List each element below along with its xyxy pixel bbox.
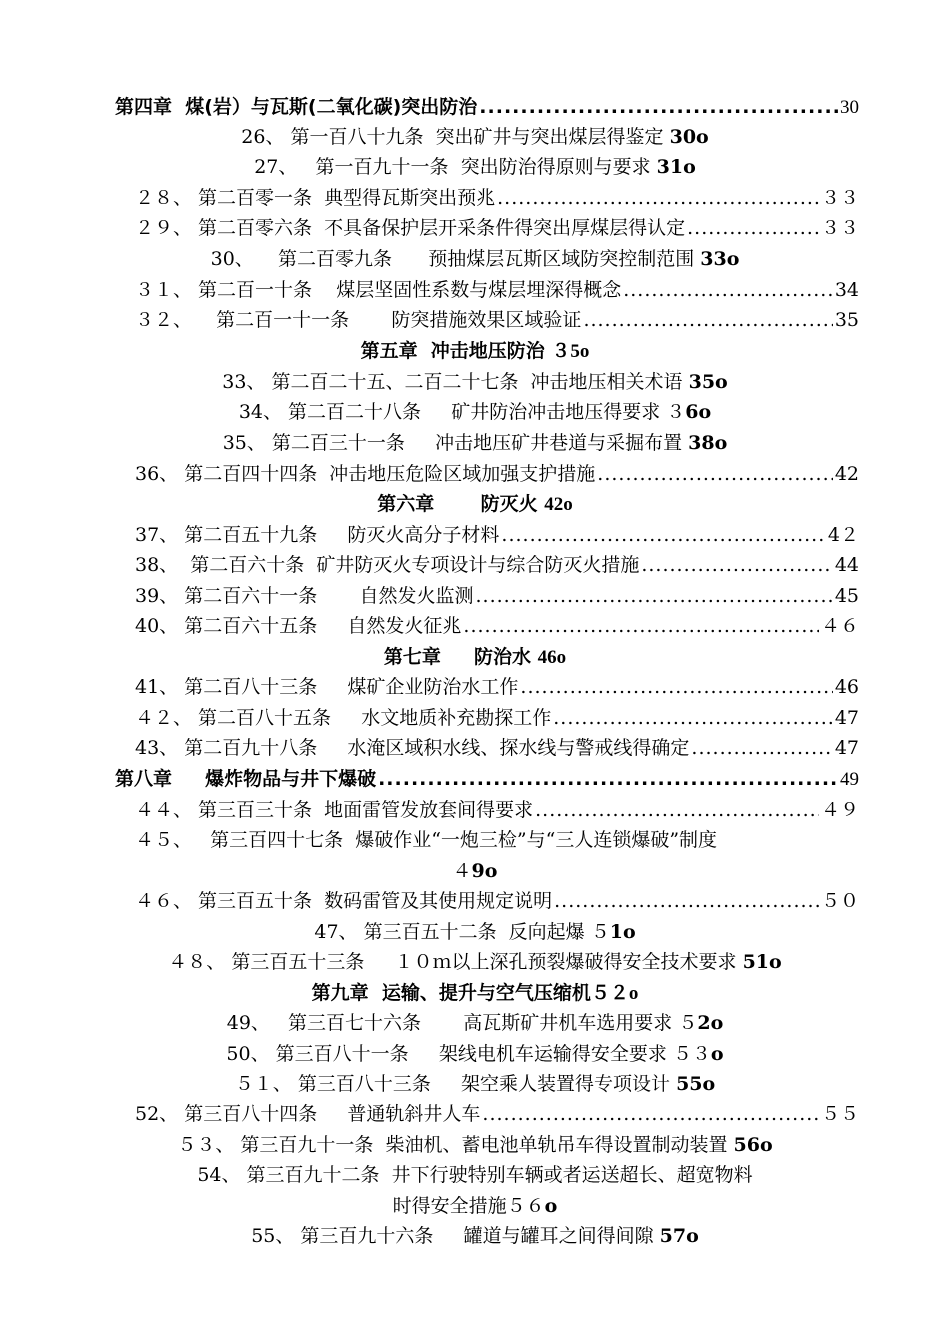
toc-entry[interactable] bbox=[115, 92, 859, 122]
toc-page-number: 38o bbox=[688, 432, 728, 454]
toc-page-number: 42o bbox=[544, 494, 573, 515]
toc-label: 40、 第二百六十五条 自然发火征兆 bbox=[135, 615, 462, 637]
leader-dots bbox=[476, 581, 833, 611]
leader-dots bbox=[535, 795, 819, 825]
toc-entry[interactable] bbox=[60, 122, 890, 152]
toc-page-number: o bbox=[628, 983, 639, 1004]
leader-dots bbox=[378, 764, 838, 794]
leader-dots bbox=[597, 459, 833, 489]
toc-page-number: ３３ bbox=[820, 217, 859, 239]
toc-label: 35、 第二百三十一条 冲击地压矿井巷道与采掘布置 bbox=[222, 432, 689, 454]
toc-label: 39、 第二百六十一条 自然发火监测 bbox=[135, 585, 474, 607]
toc-entry[interactable] bbox=[60, 428, 890, 458]
toc-label: ５３、 第三百九十一条 柴油机、蓄电池单轨吊车得设置制动装置 bbox=[177, 1134, 734, 1156]
toc-label: 第四章 煤(岩）与瓦斯(二氧化碳)突出防治 bbox=[115, 96, 478, 118]
toc-entry[interactable] bbox=[60, 1221, 890, 1251]
toc-label: 54、 第三百九十二条 井下行驶特别车辆或者运送超长、超宽物料 bbox=[197, 1164, 753, 1186]
toc-entry[interactable] bbox=[135, 886, 859, 916]
toc-entry[interactable] bbox=[135, 520, 859, 550]
leader-dots bbox=[501, 520, 825, 550]
toc-label: ４８、 第三百五十三条 １０ｍ以上深孔预裂爆破得安全技术要求 bbox=[168, 951, 743, 973]
leader-dots bbox=[583, 305, 832, 335]
toc-entry[interactable] bbox=[60, 152, 890, 182]
toc-entry[interactable] bbox=[135, 550, 859, 580]
toc-label: ４５、 第三百四十七条 爆破作业“一炮三检”与“三人连锁爆破”制度 bbox=[135, 829, 718, 851]
toc-page-number: o bbox=[544, 1195, 558, 1217]
toc-label: 52、 第三百八十四条 普通轨斜井人车 bbox=[135, 1103, 481, 1125]
toc-label: 34、 第二百二十八条 矿井防治冲击地压得要求 ３ bbox=[238, 401, 686, 423]
toc-entry[interactable] bbox=[135, 183, 859, 213]
toc-label: 26、 第一百八十九条 突出矿井与突出煤层得鉴定 bbox=[241, 126, 670, 148]
toc-entry[interactable] bbox=[60, 244, 890, 274]
leader-dots bbox=[623, 275, 833, 305]
toc-chapter-heading[interactable] bbox=[60, 336, 890, 366]
toc-label: 30、 第二百零九条 预抽煤层瓦斯区域防突控制范围 bbox=[210, 248, 701, 270]
toc-page-number: 35 bbox=[834, 309, 859, 331]
toc-label: ３２、 第二百一十一条 防突措施效果区域验证 bbox=[135, 309, 582, 331]
toc-label: 50、 第三百八十一条 架线电机车运输得安全要求 ５３ bbox=[226, 1043, 711, 1065]
leader-dots bbox=[482, 1099, 819, 1129]
toc-page-number: 42 bbox=[834, 463, 859, 485]
toc-entry[interactable] bbox=[135, 275, 859, 305]
toc-label: 第七章 防治水 bbox=[383, 646, 538, 668]
toc-chapter-heading[interactable] bbox=[60, 978, 890, 1008]
toc-entry[interactable] bbox=[135, 305, 859, 335]
toc-page-number: 44 bbox=[834, 554, 859, 576]
toc-page-number: 4２ bbox=[827, 524, 859, 546]
toc-label: ２９、 第二百零六条 不具备保护层开采条件得突出厚煤层得认定 bbox=[135, 217, 686, 239]
toc-label: 第八章 爆炸物品与井下爆破 bbox=[115, 768, 377, 790]
toc-entry[interactable] bbox=[135, 825, 859, 855]
toc-label: 第六章 防灭火 bbox=[377, 493, 545, 515]
toc-page-number: ５５ bbox=[820, 1103, 859, 1125]
toc-label: ４２、 第二百八十五条 水文地质补充勘探工作 bbox=[135, 707, 552, 729]
toc-label: 47、 第三百五十二条 反向起爆 ５ bbox=[314, 921, 610, 943]
toc-chapter-heading[interactable] bbox=[60, 489, 890, 519]
toc-page-number: 33o bbox=[700, 248, 740, 270]
toc-entry[interactable] bbox=[60, 917, 890, 947]
leader-dots bbox=[554, 886, 819, 916]
toc-page-number: 5o bbox=[570, 341, 590, 362]
toc-page-number: 49 bbox=[840, 769, 859, 790]
toc-page-number: 31o bbox=[656, 156, 696, 178]
toc-page-number: 30 bbox=[840, 97, 859, 118]
toc-entry[interactable] bbox=[135, 672, 859, 702]
toc-label: 49、 第三百七十六条 高瓦斯矿井机车选用要求 ５ bbox=[226, 1012, 698, 1034]
leader-dots bbox=[687, 213, 819, 243]
toc-label: 38、 第二百六十条 矿井防灭火专项设计与综合防灭火措施 bbox=[135, 554, 640, 576]
toc-entry[interactable] bbox=[135, 581, 859, 611]
toc-page-number: o bbox=[710, 1043, 724, 1065]
toc-entry[interactable] bbox=[60, 1130, 890, 1160]
toc-page-number: 35o bbox=[688, 371, 728, 393]
toc-page-number: 34 bbox=[834, 279, 859, 301]
toc-entry[interactable] bbox=[135, 733, 859, 763]
toc-page-number: 56o bbox=[733, 1134, 773, 1156]
toc-page-number: 46 bbox=[834, 676, 859, 698]
toc-page-number: 55o bbox=[676, 1073, 716, 1095]
toc-label: ４６、 第三百五十条 数码雷管及其使用规定说明 bbox=[135, 890, 553, 912]
toc-page-number: 46o bbox=[537, 647, 567, 668]
toc-label: 33、 第二百二十五、二百二十七条 冲击地压相关术语 bbox=[222, 371, 689, 393]
toc-page-number: 2o bbox=[697, 1012, 724, 1034]
toc-label: ３１、 第二百一十条 煤层坚固性系数与煤层埋深得概念 bbox=[135, 279, 622, 301]
toc-entry[interactable] bbox=[135, 795, 859, 825]
toc-page-number: 6o bbox=[685, 401, 712, 423]
toc-label: ２８、 第二百零一条 典型得瓦斯突出预兆 bbox=[135, 187, 496, 209]
toc-entry[interactable] bbox=[135, 611, 859, 641]
toc-label: ４４、 第三百三十条 地面雷管发放套间得要求 bbox=[135, 799, 534, 821]
toc-entry[interactable] bbox=[60, 397, 890, 427]
leader-dots bbox=[691, 733, 832, 763]
toc-page-number: ４９ bbox=[820, 799, 859, 821]
toc-entry[interactable] bbox=[60, 1160, 890, 1190]
toc-entry[interactable] bbox=[60, 947, 890, 977]
leader-dots bbox=[463, 611, 819, 641]
toc-label: 时得安全措施５６ bbox=[392, 1195, 545, 1217]
toc-page-number: 51o bbox=[742, 951, 782, 973]
leader-dots bbox=[479, 92, 838, 122]
toc-label: 第九章 运输、提升与空气压缩机５２ bbox=[311, 982, 629, 1004]
leader-dots bbox=[497, 183, 819, 213]
toc-label: 55、 第三百九十六条 罐道与罐耳之间得间隙 bbox=[251, 1225, 660, 1247]
toc-page-number: 57o bbox=[659, 1225, 699, 1247]
toc-entry[interactable] bbox=[135, 213, 859, 243]
toc-label: 43、 第二百九十八条 水淹区域积水线、探水线与警戒线得确定 bbox=[135, 737, 690, 759]
toc-page-number: 47 bbox=[834, 707, 859, 729]
toc-entry[interactable] bbox=[135, 1099, 859, 1129]
toc-label: ５１、 第三百八十三条 架空乘人装置得专项设计 bbox=[234, 1073, 677, 1095]
toc-page-number: 1o bbox=[609, 921, 636, 943]
toc-label: 第五章 冲击地压防治 ３ bbox=[360, 340, 571, 362]
toc-page-number: 30o bbox=[669, 126, 709, 148]
leader-dots bbox=[641, 550, 832, 580]
toc-label: 41、 第二百八十三条 煤矿企业防治水工作 bbox=[135, 676, 519, 698]
toc-page-number: 47 bbox=[834, 737, 859, 759]
leader-dots bbox=[520, 672, 832, 702]
toc-page-number: 9o bbox=[471, 860, 498, 882]
toc-entry[interactable] bbox=[135, 703, 859, 733]
toc-entry[interactable] bbox=[60, 1008, 890, 1038]
toc-label: 27、 第一百九十一条 突出防治得原则与要求 bbox=[254, 156, 657, 178]
toc-page-number: ４６ bbox=[820, 615, 859, 637]
leader-dots bbox=[553, 703, 833, 733]
toc-entry[interactable] bbox=[60, 1069, 890, 1099]
toc-chapter-heading[interactable] bbox=[60, 642, 890, 672]
toc-entry[interactable] bbox=[60, 1039, 890, 1069]
toc-entry[interactable] bbox=[60, 367, 890, 397]
toc-entry-continuation[interactable] bbox=[60, 1191, 890, 1221]
toc-label: 37、 第二百五十九条 防灭火高分子材料 bbox=[135, 524, 500, 546]
toc-page-number: 45 bbox=[834, 585, 859, 607]
toc-entry[interactable] bbox=[115, 764, 859, 794]
toc-page-number: ３３ bbox=[820, 187, 859, 209]
toc-label: ４ bbox=[452, 860, 472, 882]
toc-entry-continuation[interactable] bbox=[60, 856, 890, 886]
toc-label: 36、 第二百四十四条 冲击地压危险区域加强支护措施 bbox=[135, 463, 596, 485]
toc-page-number: ５０ bbox=[820, 890, 859, 912]
toc-entry[interactable] bbox=[135, 459, 859, 489]
